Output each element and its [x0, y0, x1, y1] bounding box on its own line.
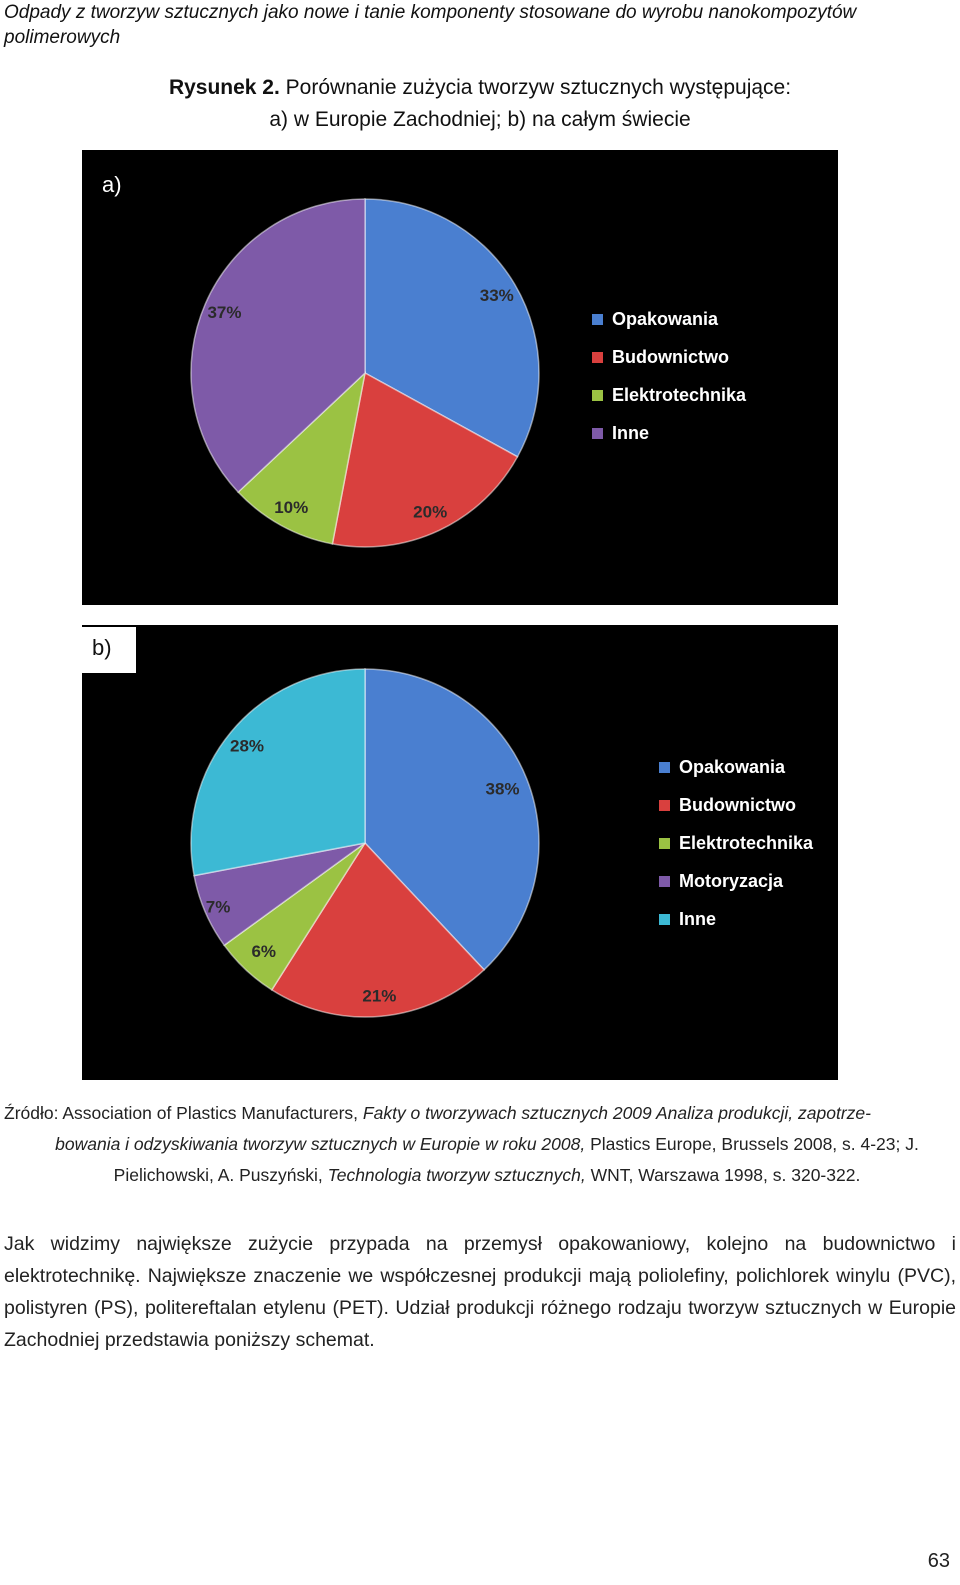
- panel-label-a: a): [102, 172, 122, 197]
- legend-label-motoryzacja: Motoryzacja: [679, 871, 784, 891]
- legend-label-elektrotechnika: Elektrotechnika: [679, 833, 814, 853]
- running-header: Odpady z tworzyw sztucznych jako nowe i tanie komponenty stosowane do wyrobu nanokompozytów polimerowych: [4, 2, 857, 48]
- source-title-1: Fakty o tworzywach sztucznych 2009 Analiza produkcji, zapotrze-: [362, 1103, 871, 1123]
- figure-subtitle: a) w Europie Zachodniej; b) na całym świecie: [269, 108, 691, 131]
- legend-swatch-inne: [659, 914, 670, 925]
- panel-label-b: b): [92, 635, 112, 660]
- legend-swatch-budownictwo: [659, 800, 670, 811]
- legend-label-opakowania: Opakowania: [612, 309, 719, 329]
- figure-source: [4, 1098, 956, 1191]
- source-authors-2: Pielichowski, A. Puszyński,: [113, 1165, 328, 1185]
- pie-chart-a: [82, 150, 838, 605]
- source-title-3: Technologia tworzyw sztucznych,: [327, 1165, 586, 1185]
- legend-label-budownictwo: Budownictwo: [612, 347, 729, 367]
- source-line-2: [4, 1129, 956, 1191]
- legend-label-inne: Inne: [679, 909, 717, 929]
- legend-swatch-elektrotechnika: [592, 390, 603, 401]
- legend-swatch-elektrotechnika: [659, 838, 670, 849]
- legend-label-budownictwo: Budownictwo: [679, 795, 796, 815]
- chart-panel-b: [82, 625, 838, 1080]
- legend-swatch-opakowania: [592, 314, 603, 325]
- pie-chart-b: [82, 625, 838, 1080]
- slice-label-inne: 37%: [207, 303, 242, 323]
- legend-swatch-budownictwo: [592, 352, 603, 363]
- figure-number: Rysunek 2.: [168, 76, 280, 99]
- slice-label-opakowania: 33%: [479, 286, 514, 306]
- slice-label-opakowania: 38%: [485, 779, 520, 799]
- slice-label-budownictwo: 20%: [413, 502, 448, 522]
- source-prefix: Źródło: Association of Plastics Manufacturers,: [4, 1103, 363, 1123]
- source-publisher: Plastics Europe, Brussels 2008, s. 4-23; J.: [585, 1134, 919, 1154]
- figure-title: [0, 72, 960, 136]
- page-number: 63: [927, 1550, 950, 1572]
- body-paragraph: Jak widzimy największe zużycie przypada na przemysł opakowaniowy, kolejno na budownictwo i elektrotechnikę. Największe znaczenie we współczesnej produkcji mają poliolefiny, polichlorek winylu (PVC), polistyren (PS), politereftalan etylenu (PET). Udział produkcji różnego rodzaju tworzyw sztucznych w Europie Zachodniej przedstawia poniższy schemat.: [4, 1233, 956, 1351]
- panel-label-b-box: [76, 627, 139, 673]
- source-publisher-2: WNT, Warszawa 1998, s. 320-322.: [585, 1165, 861, 1185]
- legend-label-opakowania: Opakowania: [679, 757, 786, 777]
- legend-label-elektrotechnika: Elektrotechnika: [612, 385, 747, 405]
- legend-swatch-inne: [592, 428, 603, 439]
- source-title-2: bowania i odzyskiwania tworzyw sztucznych w Europie w roku 2008,: [55, 1134, 586, 1154]
- slice-label-inne: 28%: [230, 736, 265, 756]
- pie-slice-inne: [191, 669, 365, 876]
- legend-label-inne: Inne: [612, 423, 650, 443]
- slice-label-budownictwo: 21%: [362, 986, 397, 1006]
- slice-label-motoryzacja: 7%: [205, 897, 231, 917]
- chart-panel-a: [82, 150, 838, 605]
- slice-label-elektrotechnika: 6%: [251, 941, 277, 961]
- figure-title-text: Porównanie zużycia tworzyw sztucznych występujące:: [285, 76, 792, 99]
- legend-swatch-motoryzacja: [659, 876, 670, 887]
- slice-label-elektrotechnika: 10%: [274, 498, 309, 518]
- legend-swatch-opakowania: [659, 762, 670, 773]
